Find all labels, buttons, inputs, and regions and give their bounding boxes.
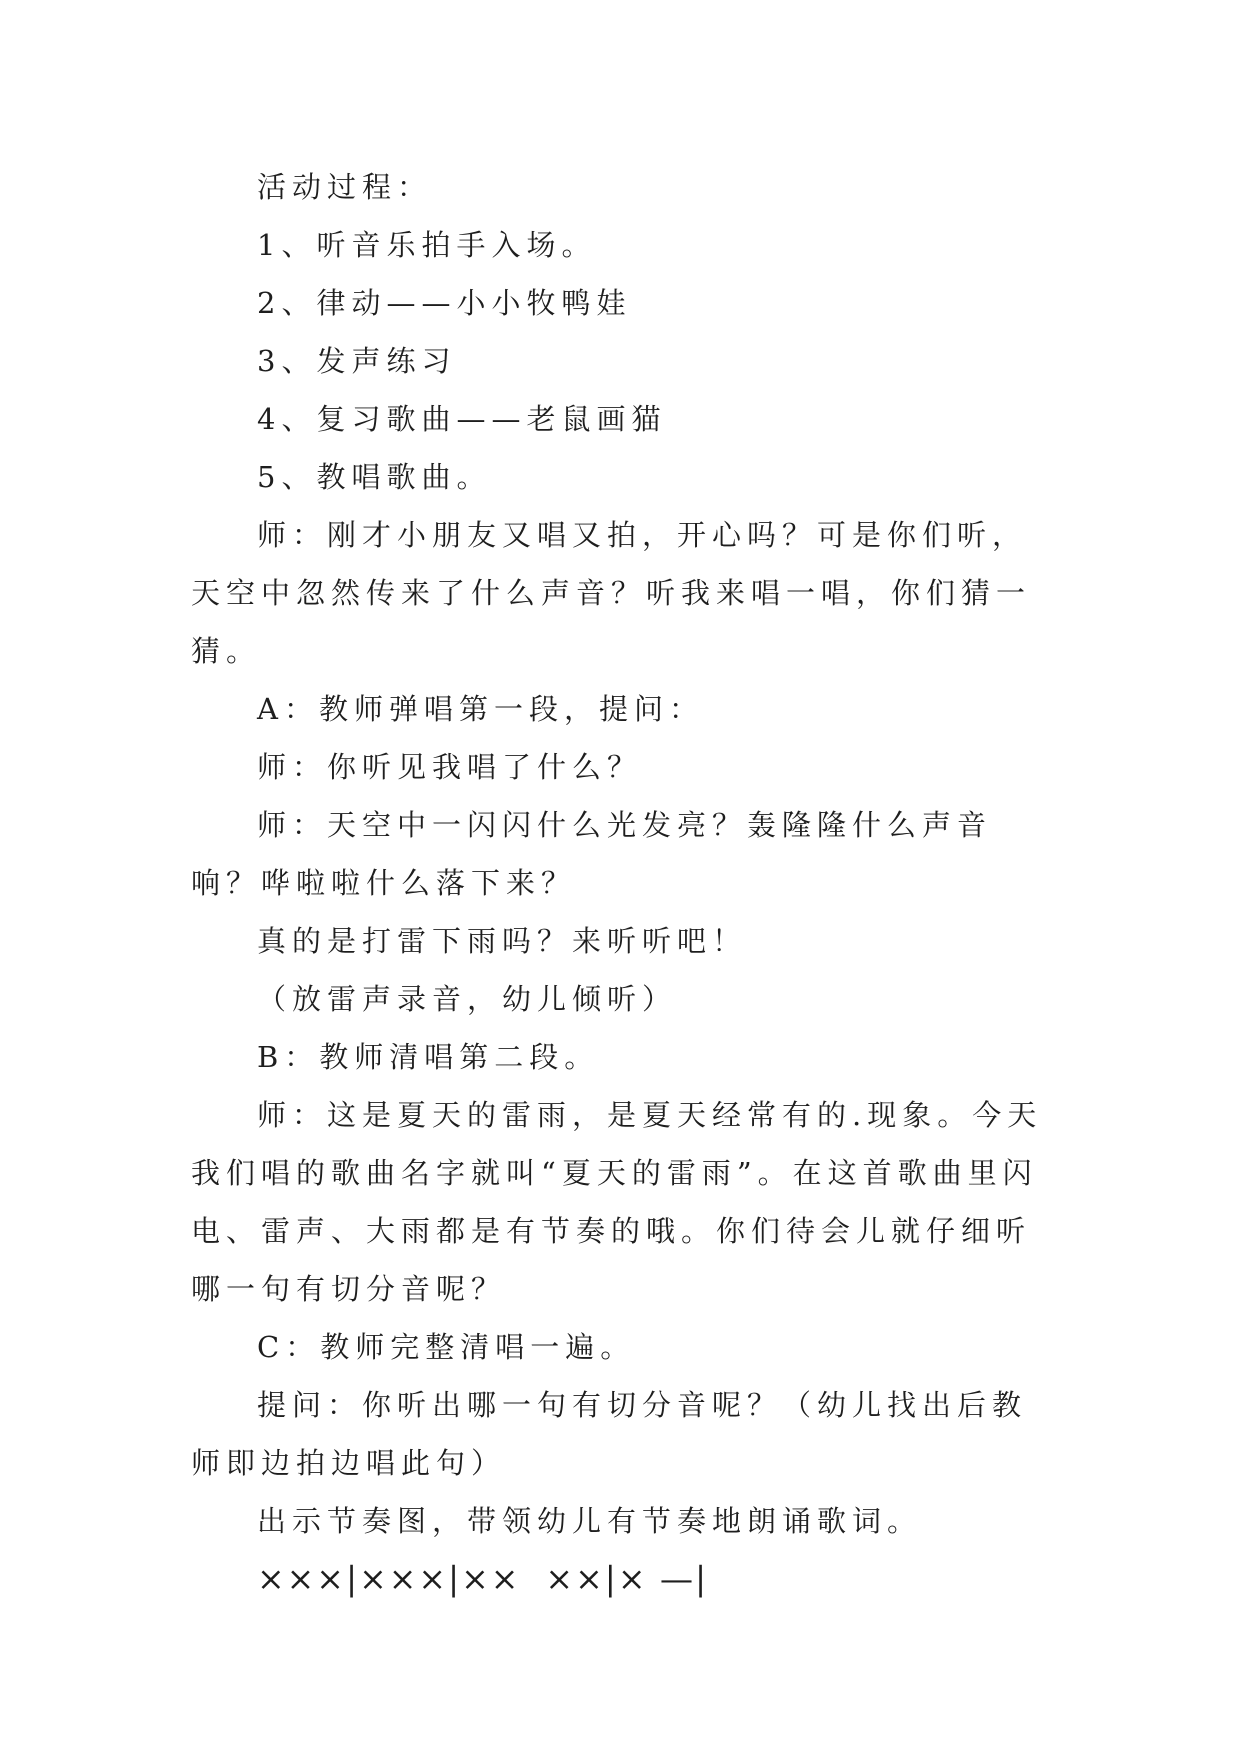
section-heading: 活动过程： [257, 170, 433, 204]
paragraph: 师：这是夏天的雷雨，是夏天经常有的.现象。今天我们唱的歌曲名字就叫“夏天的雷雨”。在这首歌曲里闪电、雷声、大雨都是有节奏的哦。你们待会儿就仔细听哪一句有切分音呢？ [191, 1098, 1043, 1306]
document-body [191, 158, 1051, 1608]
paragraph: A：教师弹唱第一段，提问： [257, 692, 704, 726]
step-item: 4、复习歌曲——老鼠画猫 [257, 402, 667, 436]
paragraph: （放雷声录音，幼儿倾听） [257, 982, 678, 1016]
paragraph: B：教师清唱第二段。 [257, 1040, 600, 1074]
step-item: 2、律动——小小牧鸭娃 [257, 286, 632, 320]
paragraph: 师：刚才小朋友又唱又拍，开心吗？可是你们听，天空中忽然传来了什么声音？听我来唱一唱，你们猜一猜。 [191, 518, 1032, 668]
paragraph: 出示节奏图，带领幼儿有节奏地朗诵歌词。 [257, 1504, 923, 1538]
paragraph: 提问：你听出哪一句有切分音呢？（幼儿找出后教师即边拍边唱此句） [191, 1388, 1028, 1480]
rhythm-notation: ×××|×××|×× ××|× —| [257, 1559, 709, 1598]
paragraph: 师：你听见我唱了什么？ [257, 750, 643, 784]
step-item: 3、发声练习 [257, 344, 457, 378]
paragraph: 师：天空中一闪闪什么光发亮？轰隆隆什么声音响？哗啦啦什么落下来？ [191, 808, 993, 900]
paragraph: C：教师完整清唱一遍。 [257, 1330, 636, 1364]
step-item: 1、听音乐拍手入场。 [257, 228, 597, 262]
paragraph: 真的是打雷下雨吗？来听听吧！ [257, 924, 748, 958]
step-item: 5、教唱歌曲。 [257, 460, 492, 494]
